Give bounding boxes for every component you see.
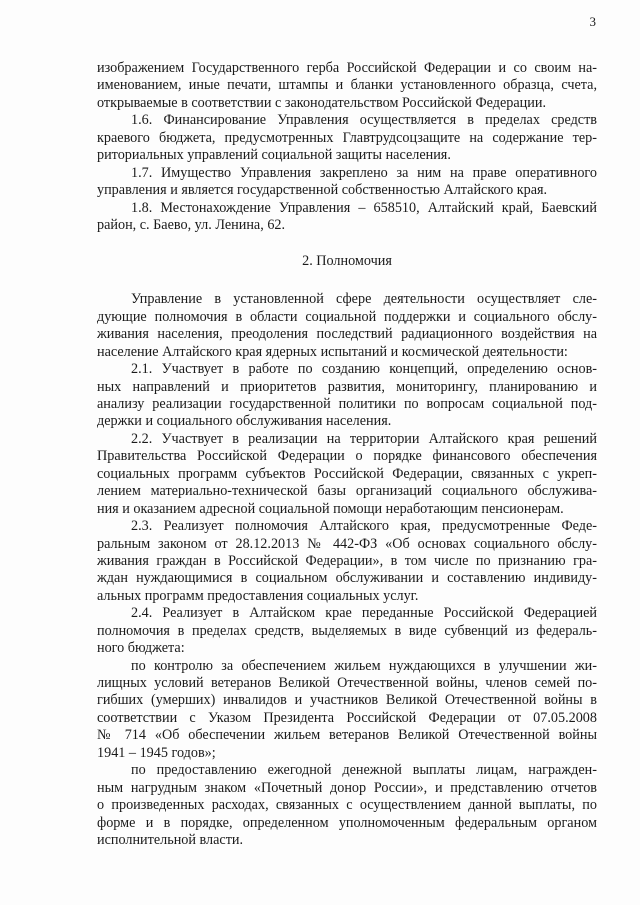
text-line: ного бюджета: — [97, 640, 185, 657]
paragraph-p1-7 — [97, 165, 597, 200]
text-line: 2.1. Участвует в работе по созданию концепций, определению основ- — [131, 361, 597, 378]
paragraph-p2-3 — [97, 518, 597, 605]
text-line: 1941 – 1945 годов»; — [97, 744, 216, 761]
paragraph-p2-4-a — [97, 658, 597, 763]
text-line: социальных программ субъектов Российской Федерации, связанных с укреп- — [97, 465, 597, 482]
text-line: ным нагрудным знаком «Почетный донор России», и представлению отчетов — [97, 779, 597, 796]
text-line: живания населения, преодоления последствий радиационного воздействия на — [97, 326, 597, 343]
paragraph-intro — [97, 291, 597, 361]
text-line: гибших (умерших) инвалидов и участников Великой Отечественной войны в — [97, 692, 597, 709]
text-line: ных направлений и приоритетов развития, мониторингу, планированию и — [97, 378, 597, 395]
paragraph-p1-8 — [97, 200, 597, 235]
text-line: 2.2. Участвует в реализации на территории Алтайского края решений — [131, 430, 597, 447]
text-line: управления и является государственной собственностью Алтайского края. — [97, 182, 548, 199]
text-line: соответствии с Указом Президента Российской Федерации от 07.05.2008 — [97, 709, 597, 726]
text-line: живания граждан в Российской Федерации», в том числе по признанию гра- — [97, 552, 597, 569]
text-line: лищных условий ветеранов Великой Отечественной войны, членов семей по- — [97, 675, 597, 691]
document-body — [97, 60, 597, 849]
text-line: именованием, иные печати, штампы и бланки установленного образца, счета, — [97, 77, 597, 94]
text-line: ждан нуждающимися в социальном обслуживании и составлению индивиду- — [97, 570, 597, 587]
paragraph-p2-4-b — [97, 762, 597, 849]
text-line: по контролю за обеспечением жильем нуждающихся в улучшении жи- — [131, 657, 597, 674]
text-line: 2.4. Реализует в Алтайском крае переданные Российской Федерацией — [131, 605, 597, 622]
text-line: № 714 «Об обеспечении жильем ветеранов Великой Отечественной войны — [97, 727, 597, 744]
text-line: лением материально-технической базы организаций социального обслужива- — [97, 483, 597, 500]
text-line: 1.7. Имущество Управления закреплено за ним на праве оперативного — [131, 164, 597, 181]
text-line: форме и в порядке, определенном уполномоченным федеральным органом — [97, 814, 597, 831]
text-line: краевого бюджета, предусмотренных Главтрудсоцзащите на содержание тер- — [97, 129, 597, 146]
text-line: исполнительной власти. — [97, 831, 244, 848]
text-line: дующие полномочия в области социальной поддержки и социального обслу- — [97, 308, 597, 325]
paragraph-p2-2 — [97, 431, 597, 518]
text-line: 1.6. Финансирование Управления осуществляется в пределах средств — [131, 112, 597, 129]
text-line: Правительства Российской Федерации о порядке финансового обеспечения — [97, 448, 597, 465]
section-heading: 2. Полномочия — [302, 253, 392, 270]
text-line: 1.8. Местонахождение Управления – 658510, Алтайский край, Баевский — [131, 199, 597, 216]
paragraph-p1-6 — [97, 112, 597, 164]
text-line: Управление в установленной сфере деятельности осуществляет сле- — [131, 291, 597, 308]
paragraph-p2-1 — [97, 361, 597, 431]
text-line: по предоставлению ежегодной денежной выплаты лицам, награжден- — [131, 762, 597, 779]
text-line: о произведенных расходах, связанных с осуществлением данной выплаты, по — [97, 797, 597, 814]
text-line: ния и оказанием адресной социальной помощи неработающим пенсионерам. — [97, 500, 564, 517]
paragraph-continuation — [97, 60, 597, 112]
text-line: изображением Государственного герба Российской Федерации и со своим на- — [97, 60, 597, 76]
text-line: 2.3. Реализует полномочия Алтайского края, предусмотренные Феде- — [131, 518, 597, 535]
text-line: население Алтайского края ядерных испытаний и космической деятельности: — [97, 343, 568, 360]
text-line: ральным законом от 28.12.2013 № 442-ФЗ «Об основах социального обслу- — [97, 535, 597, 552]
text-line: альных программ предоставления социальных услуг. — [97, 587, 419, 604]
text-line: риториальных управлений социальной защиты населения. — [97, 147, 451, 164]
page-number: 3 — [589, 14, 596, 29]
text-line: район, с. Баево, ул. Ленина, 62. — [97, 216, 286, 233]
paragraph-p2-4 — [97, 605, 597, 657]
section-paragraphs — [97, 291, 597, 849]
text-line: открываемые в соответствии с законодательством Российской Федерации. — [97, 94, 546, 111]
top-paragraphs — [97, 60, 597, 234]
text-line: держки и социального обслуживания населения. — [97, 413, 392, 430]
text-line: полномочия в пределах средств, выделяемых в виде субвенций из федераль- — [97, 622, 597, 639]
text-line: анализу реализации государственной политики по вопросам социальной под- — [97, 396, 597, 412]
